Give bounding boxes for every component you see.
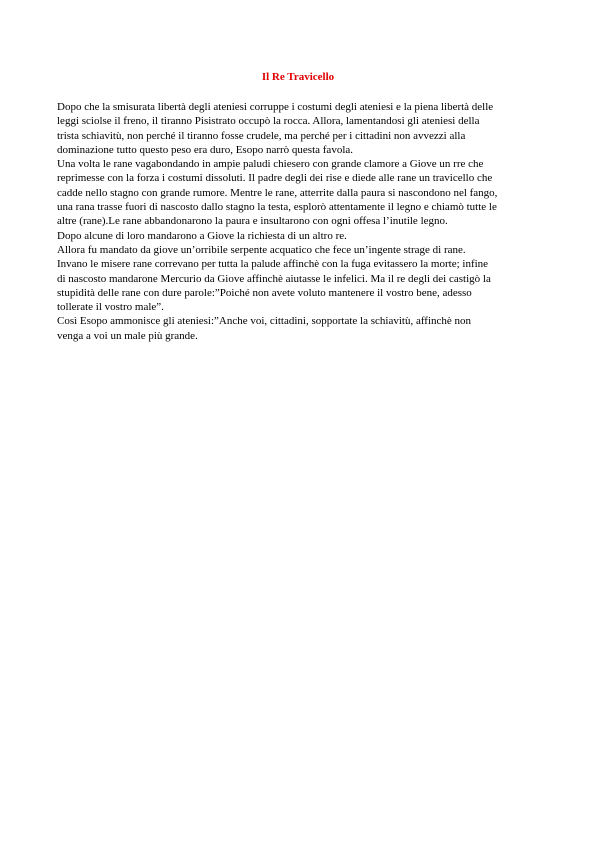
text-line-13: di nascosto mandarone Mercurio da Giove affinchè aiutasse le infelici. Ma il re degli dei castigò la: [57, 272, 491, 285]
document-body: [57, 100, 547, 343]
text-line-6: reprimesse con la forza i costumi dissoluti. Il padre degli dei rise e diede alle rane un travicello che: [57, 172, 493, 185]
text-line-17: venga a voi un male più grande.: [57, 329, 198, 342]
text-line-4: dominazione tutto questo peso era duro, Esopo narrò questa favola.: [57, 143, 354, 156]
text-line-10: Dopo alcune di loro mandarono a Giove la richiesta di un altro re.: [57, 229, 347, 242]
text-line-16: Così Esopo ammonisce gli ateniesi:”Anche voi, cittadini, sopportate la schiavitù, affinchè non: [57, 315, 472, 328]
text-line-7: cadde nello stagno con grande rumore. Mentre le rane, atterrite dalla paura si nascondono nel fango,: [57, 186, 498, 199]
text-line-1: Dopo che la smisurata libertà degli ateniesi corruppe i costumi degli ateniesi e la piena libertà delle: [57, 101, 494, 113]
text-line-5: Una volta le rane vagabondando in ampie paludi chiesero con grande clamore a Giove un rre che: [57, 158, 484, 171]
text-line-14: stupidità delle rane con dure parole:”Poiché non avete voluto mantenere il vostro bene, adesso: [57, 286, 472, 299]
text-line-3: trista schiavitù, non perché il tiranno fosse crudele, ma perché per i cittadini non avvezzi alla: [57, 129, 466, 142]
text-line-12: Invano le misere rane correvano per tutta la palude affinchè con la fuga evitassero la morte; infine: [57, 258, 489, 271]
text-line-11: Allora fu mandato da giove un’orribile serpente acquatico che fece un’ingente strage di rane.: [57, 243, 466, 256]
text-line-8: una rana trasse fuori di nascosto dallo stagno la testa, esplorò attentamente il legno e chiamò tutte le: [57, 201, 497, 214]
text-line-9: altre (rane).Le rane abbandonarono la paura e insultarono con ogni offesa l’inutile legno.: [57, 215, 448, 228]
document-title: Il Re Travicello: [261, 71, 335, 83]
text-line-2: leggi sciolse il freno, il tiranno Pisistrato occupò la rocca. Allora, lamentandosi gli ateniesi della: [57, 115, 480, 128]
text-line-15: tollerate il vostro male”.: [57, 301, 164, 314]
